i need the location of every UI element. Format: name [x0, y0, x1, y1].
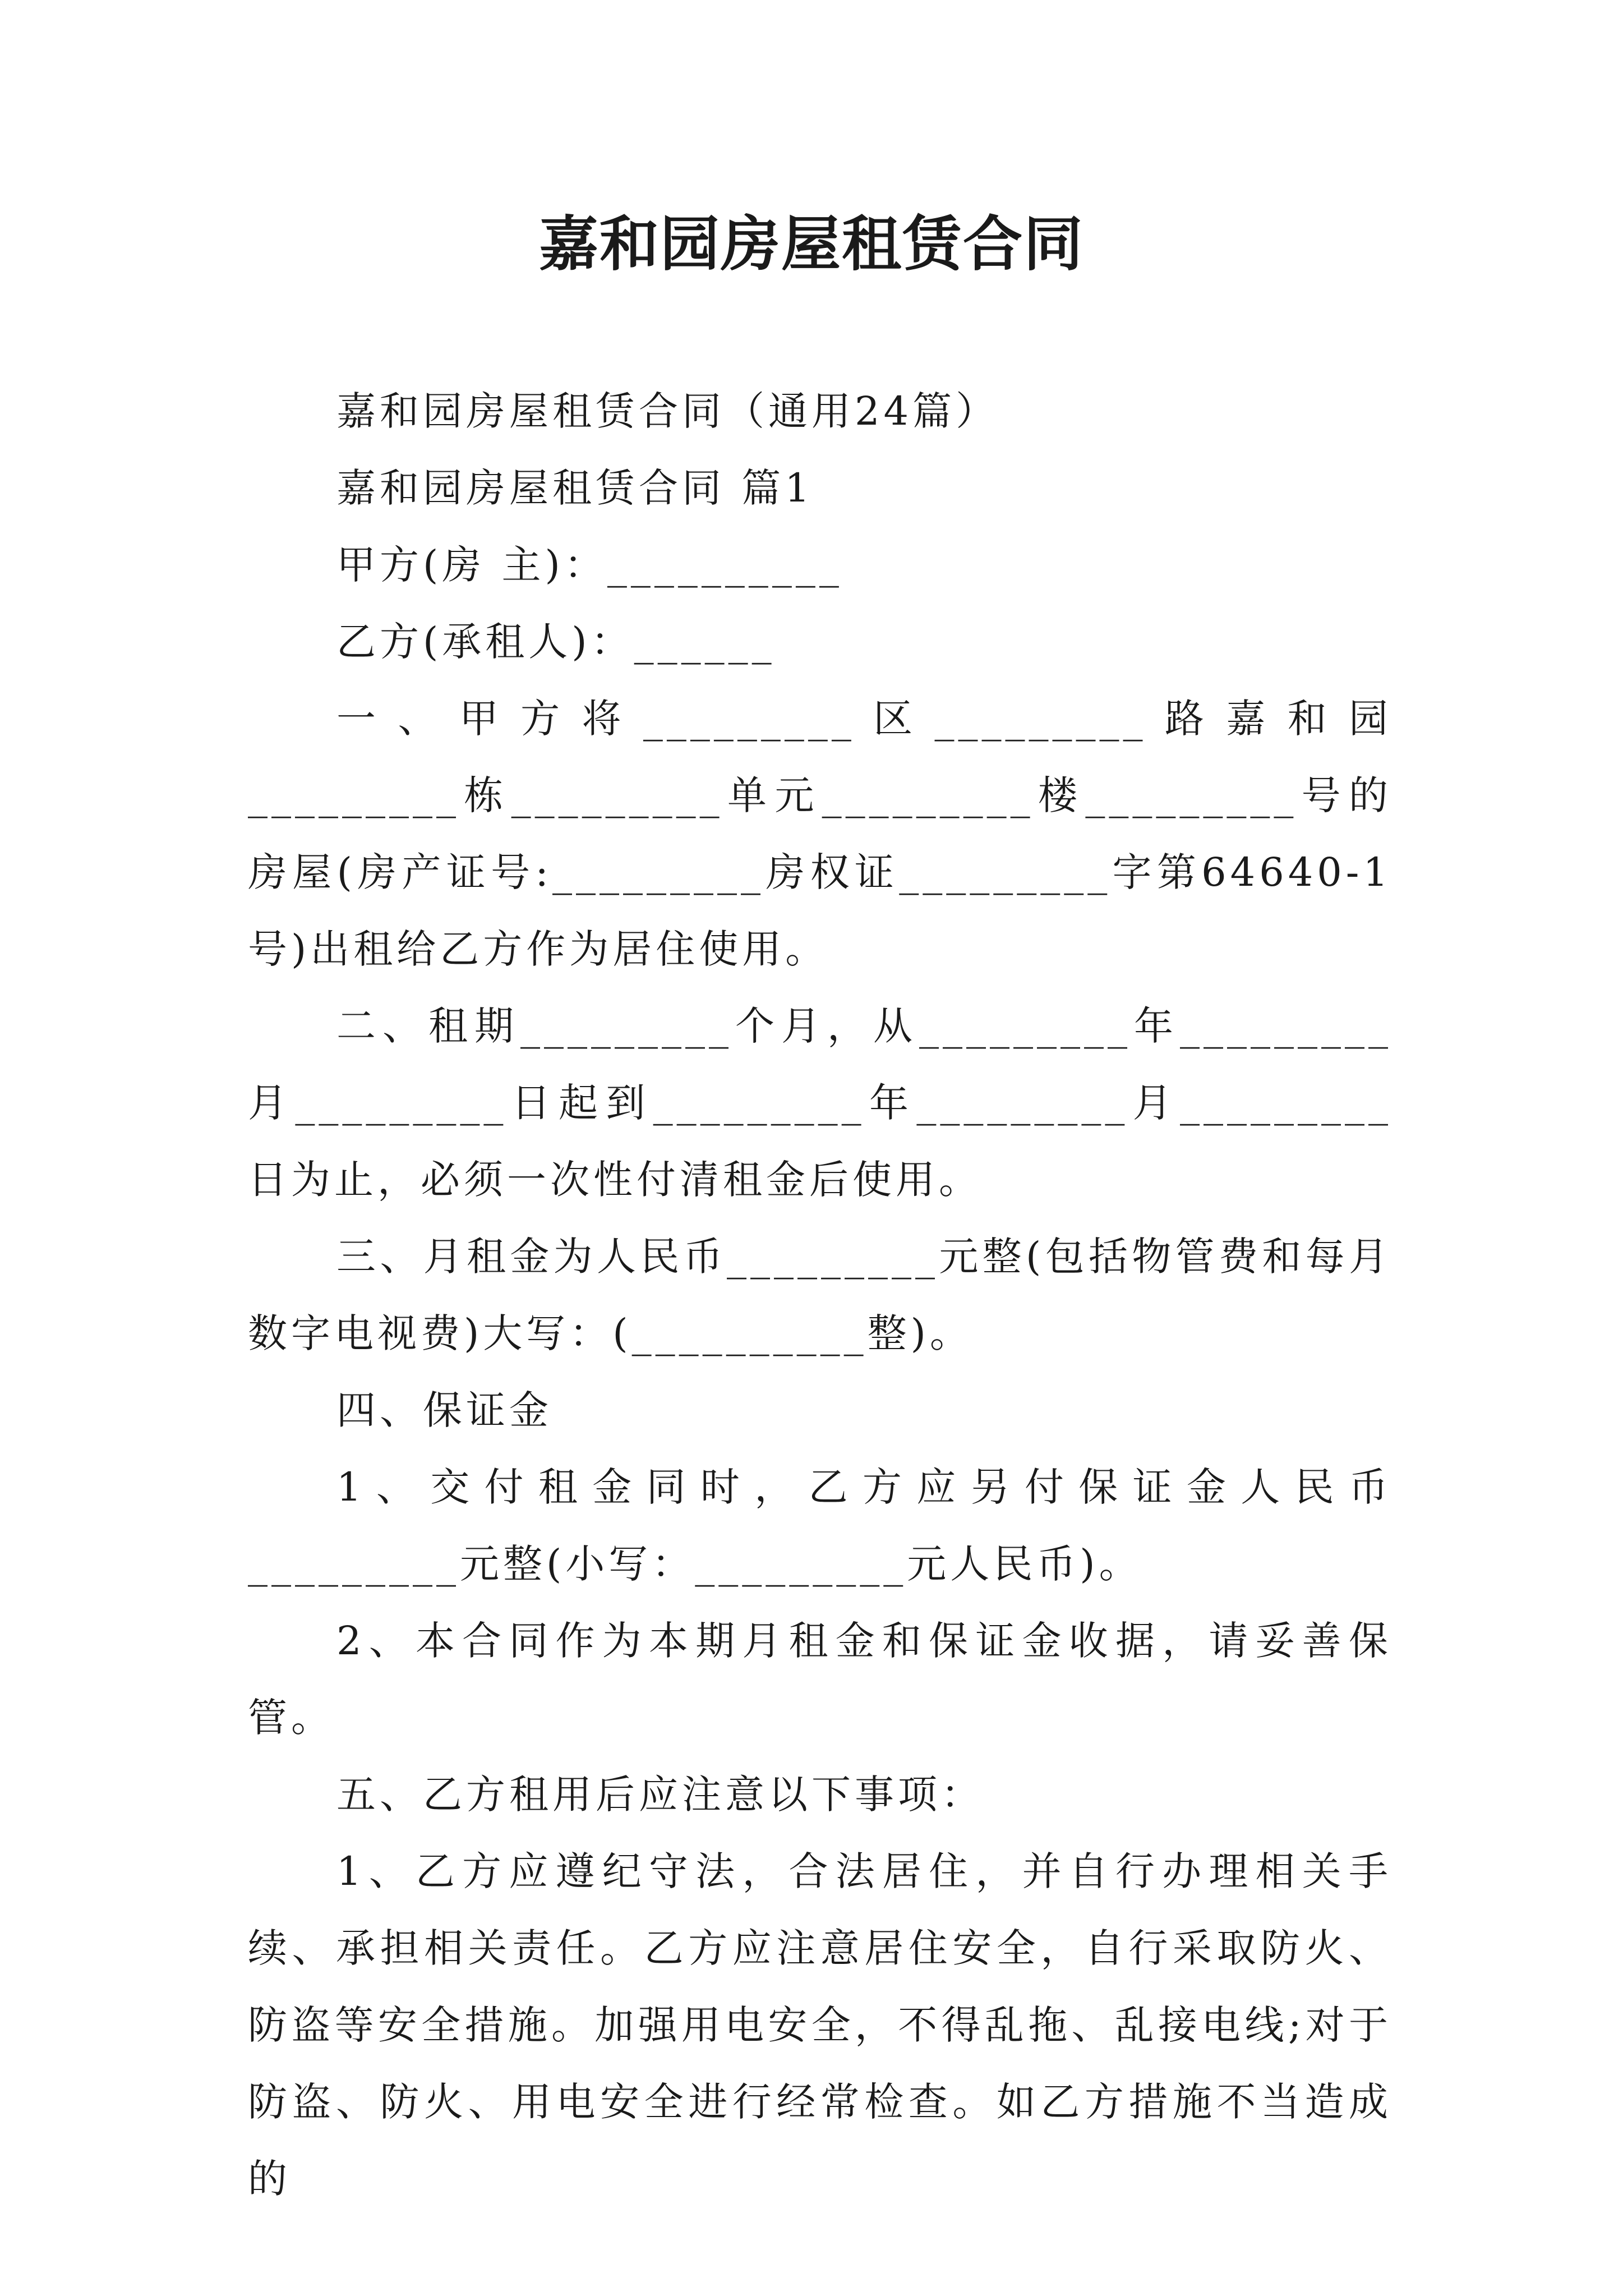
clause-notes-heading: 五、乙方租用后应注意以下事项： — [336, 1772, 984, 1818]
party-b-line: 乙方(承租人)：______ — [336, 619, 776, 665]
clause-notes-item-1: 1、乙方应遵纪守法，合法居住，并自行办理相关手续、承担相关责任。乙方应注意居住安全，自行采取防火、防盗等安全措施。加强用电安全，不得乱拖、乱接电线;对于防盗、防火、用电安全进行经常检查。如乙方措施不当造成的 — [248, 1848, 1392, 2202]
clause-property: 一、甲方将_________区_________路嘉和园_________栋_________单元_________楼_________号的房屋(房产证号:_________房权证_________字第64640-1号)出租给乙方作为居住使用。 — [248, 696, 1392, 972]
subtitle-paragraph: 嘉和园房屋租赁合同（通用24篇） — [336, 388, 999, 434]
clause-deposit-item-1: 1、交付租金同时，乙方应另付保证金人民币_________元整(小写：_________元人民币)。 — [248, 1464, 1392, 1587]
document-body — [248, 373, 1392, 2217]
party-a-line: 甲方(房 主)：__________ — [336, 542, 843, 588]
section-heading: 嘉和园房屋租赁合同 篇1 — [336, 465, 814, 511]
clause-deposit-heading: 四、保证金 — [336, 1387, 552, 1433]
document-title: 嘉和园房屋租赁合同 — [539, 209, 1084, 279]
clause-deposit-item-2: 2、本合同作为本期月租金和保证金收据，请妥善保管。 — [248, 1618, 1392, 1741]
clause-rent: 三、月租金为人民币_________元整(包括物管费和每月数字电视费)大写：(__________整)。 — [248, 1234, 1392, 1356]
clause-term: 二、租期_________个月，从_________年_________月_________日起到_________年_________月_________日为止，必须一次性付清租金后使用。 — [248, 1003, 1392, 1203]
